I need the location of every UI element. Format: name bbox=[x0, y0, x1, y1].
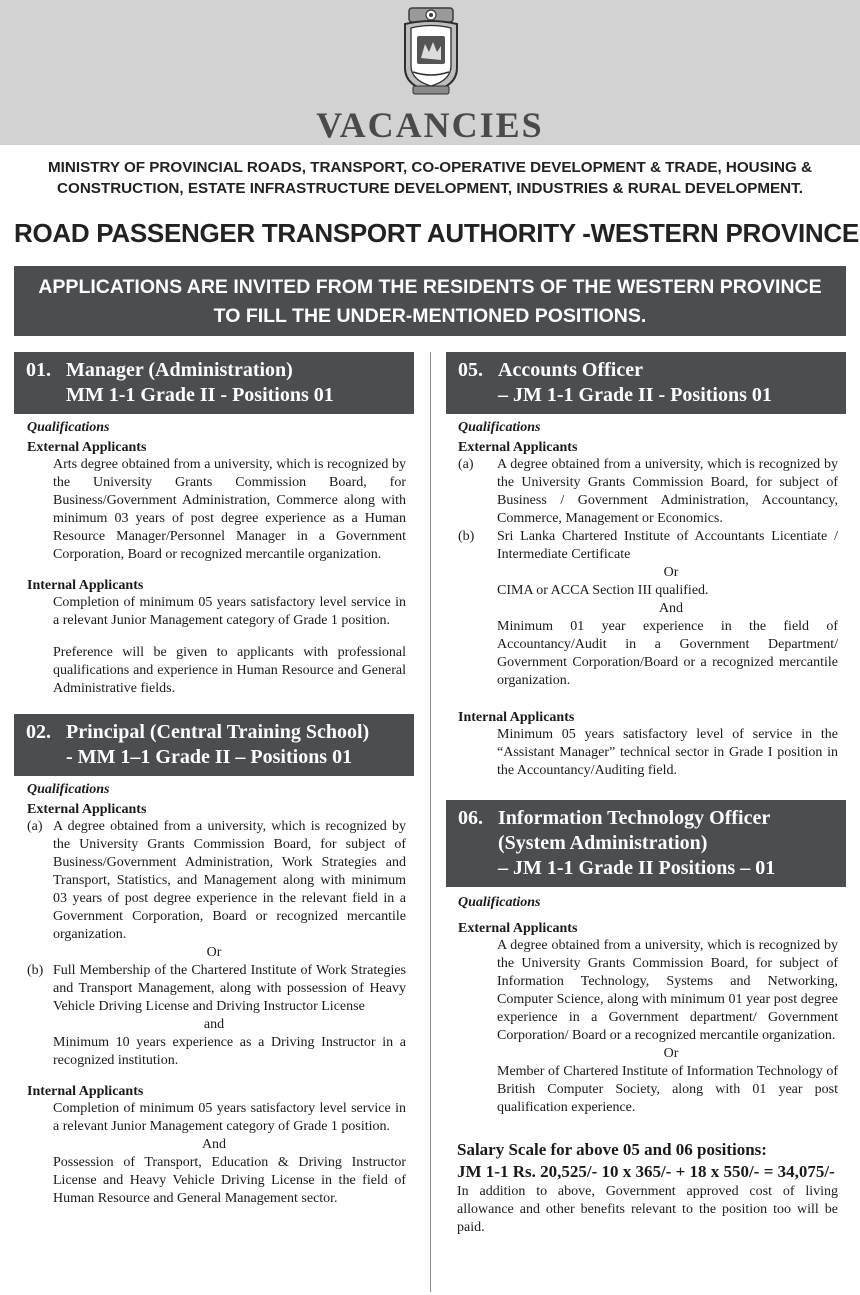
and-separator: And bbox=[201, 1137, 227, 1152]
job-05-internal-label: Internal Applicants bbox=[458, 710, 575, 725]
item-text: A degree obtained from a university, which is recognized by the University Grants Commission Board, for subject of Business / Government Administration, Accountancy, Commerce, Management or Economics. bbox=[497, 457, 838, 526]
job-02-qualifications-label: Qualifications bbox=[27, 782, 110, 797]
job-06-external-text: A degree obtained from a university, which is recognized by the University Grants Commission Board, for subject of Information Technology, Systems and Networking, Computer Science, along with minimum 01 year post degree experience in a Government department/ Government Corporation/ Board or a recognized mercantile organization. bbox=[497, 938, 838, 1043]
job-05-external-item-b bbox=[446, 528, 846, 564]
invitation-line-2: TO FILL THE UNDER-MENTIONED POSITIONS. bbox=[213, 305, 647, 327]
salary-note: In addition to above, Government approved cost of living allowance and other benefits relevant to the position too will be paid. bbox=[457, 1184, 838, 1235]
job-06-title-2: (System Administration) bbox=[498, 832, 708, 854]
invitation-banner bbox=[14, 266, 846, 336]
job-05-qualifications-label: Qualifications bbox=[458, 420, 541, 435]
job-02-external-item-a bbox=[14, 818, 414, 944]
item-label: (a) bbox=[458, 457, 474, 472]
job-06-header bbox=[446, 800, 846, 887]
job-06-external-text-2: Member of Chartered Institute of Information Technology of British Computer Society, along with 01 year post qualification experience. bbox=[497, 1064, 838, 1115]
job-01-number: 01. bbox=[26, 359, 51, 381]
job-01-internal-label: Internal Applicants bbox=[27, 578, 144, 593]
job-01-external-label: External Applicants bbox=[27, 440, 147, 455]
job-02-internal-label: Internal Applicants bbox=[27, 1084, 144, 1099]
job-05-external-label: External Applicants bbox=[458, 440, 578, 455]
salary-title: Salary Scale for above 05 and 06 positions: bbox=[457, 1140, 767, 1159]
ministry-name: MINISTRY OF PROVINCIAL ROADS, TRANSPORT, CO-OPERATIVE DEVELOPMENT & TRADE, HOUSING & CONSTRUCTION, ESTATE INFRASTRUCTURE DEVELOPMENT, INDUSTRIES & RURAL DEVELOPMENT. bbox=[48, 159, 812, 197]
job-02-external-b2-text: Minimum 10 years experience as a Driving Instructor in a recognized institution. bbox=[53, 1035, 406, 1068]
invitation-line-1: APPLICATIONS ARE INVITED FROM THE RESIDENTS OF THE WESTERN PROVINCE bbox=[38, 276, 822, 298]
right-column bbox=[446, 352, 846, 1237]
job-06-grade: – JM 1-1 Grade II Positions – 01 bbox=[498, 857, 776, 879]
page-title: VACANCIES bbox=[316, 105, 544, 145]
column-divider bbox=[430, 352, 431, 1292]
item-label: (b) bbox=[458, 529, 475, 544]
job-06-qualifications-label: Qualifications bbox=[458, 895, 541, 910]
job-01-header bbox=[14, 352, 414, 414]
item-text: Sri Lanka Chartered Institute of Accountants Licentiate / Intermediate Certificate bbox=[497, 529, 838, 562]
item-text: A degree obtained from a university, which is recognized by the University Grants Commission Board, for subject of Business/Government Administration, Work Strategies and Transport, Statistics, and Management along with minimum 03 years of post degree experience in the relevant field in a Government Corporation, Board or recognized mercantile organization. bbox=[53, 819, 406, 942]
job-05-internal-text: Minimum 05 years satisfactory level of service in the “Assistant Manager” technical sector in Grade I position in the Accountancy/Auditing field. bbox=[497, 727, 838, 778]
job-01-title: Manager (Administration) bbox=[66, 359, 293, 381]
job-05-external-b3-text: Minimum 01 year experience in the field of Accountancy/Audit in a Government Department/ Government Corporation/Board or a recognized mercantile organization. bbox=[497, 619, 838, 688]
job-01-grade: MM 1-1 Grade II - Positions 01 bbox=[66, 384, 334, 406]
job-01-preference-text: Preference will be given to applicants with professional qualifications and experience in Human Resource and General Administrative fields. bbox=[53, 645, 406, 696]
job-02-title: Principal (Central Training School) bbox=[66, 721, 370, 743]
left-column bbox=[14, 352, 414, 1208]
job-05-header bbox=[446, 352, 846, 414]
job-02-internal-text: Completion of minimum 05 years satisfactory level service in a relevant Junior Management category of Grade 1 position. bbox=[53, 1101, 406, 1134]
job-05-external-b2-text: CIMA or ACCA Section III qualified. bbox=[497, 583, 709, 598]
job-02-external-label: External Applicants bbox=[27, 802, 147, 817]
sri-lanka-emblem-icon bbox=[399, 6, 463, 98]
salary-scale: JM 1-1 Rs. 20,525/- 10 x 365/- + 18 x 550/- = 34,075/- bbox=[457, 1162, 835, 1181]
item-label: (b) bbox=[27, 963, 44, 978]
job-06-external-label: External Applicants bbox=[458, 921, 578, 936]
job-02-grade: - MM 1–1 Grade II – Positions 01 bbox=[66, 746, 353, 768]
or-separator: Or bbox=[206, 945, 222, 960]
job-02-number: 02. bbox=[26, 721, 51, 743]
job-05-grade: – JM 1-1 Grade II - Positions 01 bbox=[498, 384, 772, 406]
job-06-title: Information Technology Officer bbox=[498, 807, 771, 829]
job-06-number: 06. bbox=[458, 807, 483, 829]
authority-name: ROAD PASSENGER TRANSPORT AUTHORITY -WESTERN PROVINCE bbox=[14, 218, 859, 248]
job-02-header bbox=[14, 714, 414, 776]
job-05-title: Accounts Officer bbox=[498, 359, 643, 381]
and-separator: And bbox=[658, 601, 684, 616]
job-05-number: 05. bbox=[458, 359, 483, 381]
job-01-internal-text: Completion of minimum 05 years satisfactory level service in a relevant Junior Management category of Grade 1 position. bbox=[53, 595, 406, 628]
item-text: Full Membership of the Chartered Institute of Work Strategies and Transport Management, along with possession of Heavy Vehicle Driving License and Driving Instructor License bbox=[53, 963, 406, 1014]
job-02-external-item-b bbox=[14, 962, 414, 1016]
job-01-external-text: Arts degree obtained from a university, which is recognized by the University Grants Commission Board, for Business/Government Administration, Commerce along with minimum 03 years of post degree experience as a Human Resource Manager/Personnel Manager in a Government Corporation, Board or recognized mercantile organization. bbox=[53, 457, 406, 562]
job-05-external-item-a bbox=[446, 456, 846, 528]
job-02-internal-text-2: Possession of Transport, Education & Driving Instructor License and Heavy Vehicle Driving License in the field of Human Resource and General Management sector. bbox=[53, 1155, 406, 1206]
and-separator: and bbox=[203, 1017, 225, 1032]
job-01-qualifications-label: Qualifications bbox=[27, 420, 110, 435]
item-label: (a) bbox=[27, 819, 43, 834]
or-separator: Or bbox=[663, 1046, 679, 1061]
or-separator: Or bbox=[663, 565, 679, 580]
